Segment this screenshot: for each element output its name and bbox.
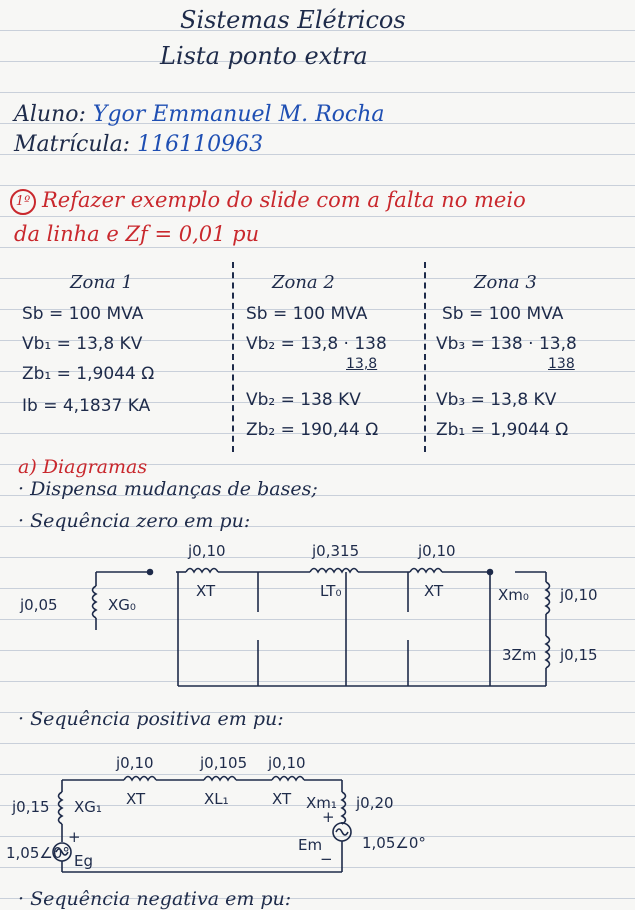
- pos-xt2-label: XT: [272, 790, 292, 808]
- pos-xt1-value: j0,10: [116, 754, 154, 772]
- zero-xt1-label: XT: [196, 582, 216, 600]
- aluno-label: Aluno:: [14, 102, 86, 127]
- pos-xm-value: j0,20: [356, 794, 394, 812]
- pos-xg-label: XG₁: [74, 798, 102, 816]
- zero-zn-value: j0,15: [560, 646, 598, 664]
- pos-lt-value: j0,105: [200, 754, 248, 772]
- pos-xt1-label: XT: [126, 790, 146, 808]
- zone3-vb-expr: Vb₃ = 138 · 13,8: [436, 334, 577, 354]
- bullet-seq-zero: · Sequência zero em pu:: [18, 510, 251, 532]
- aluno-name: Ygor Emmanuel M. Rocha: [92, 102, 385, 127]
- pos-xt2-value: j0,10: [268, 754, 306, 772]
- zone2-title: Zona 2: [272, 272, 335, 293]
- zone3-vb-frac: 138: [548, 356, 575, 372]
- zone2-vb-expr: Vb₂ = 13,8 · 138: [246, 334, 387, 354]
- pos-em-value: 1,05∠0°: [362, 834, 426, 852]
- bullet-dispensa: · Dispensa mudanças de bases;: [18, 478, 318, 500]
- zone1-title: Zona 1: [70, 272, 133, 293]
- zone1-ib: Ib = 4,1837 KA: [22, 396, 151, 416]
- zone3-vb: Vb₃ = 13,8 KV: [436, 390, 557, 410]
- bullet-seq-negativa: · Sequência negativa em pu:: [18, 888, 292, 910]
- bullet-seq-positiva: · Sequência positiva em pu:: [18, 708, 284, 730]
- title-line-1: Sistemas Elétricos: [180, 6, 406, 34]
- pos-lt-label: XL₁: [204, 790, 229, 808]
- zone2-vb: Vb₂ = 138 KV: [246, 390, 361, 410]
- zone2-zb: Zb₂ = 190,44 Ω: [246, 420, 379, 440]
- pos-eg-value: 1,05∠0°: [6, 844, 70, 862]
- zero-xg-value: j0,05: [20, 596, 58, 614]
- zero-xt2-value: j0,10: [418, 542, 456, 560]
- zone3-title: Zona 3: [474, 272, 537, 293]
- title-line-2: Lista ponto extra: [160, 42, 368, 70]
- pos-eg-plus: +: [68, 828, 81, 846]
- zero-lt-value: j0,315: [312, 542, 360, 560]
- pos-eg-label: Eg: [74, 852, 93, 870]
- zone1-zb: Zb₁ = 1,9044 Ω: [22, 364, 155, 384]
- question-number: 1º: [10, 189, 36, 215]
- zero-xm-label: Xm₀: [498, 586, 529, 604]
- pos-xg-value: j0,15: [12, 798, 50, 816]
- pos-em-minus: −: [320, 850, 333, 868]
- zone2-vb-frac: 13,8: [346, 356, 378, 372]
- zero-xt2-label: XT: [424, 582, 444, 600]
- pos-em-plus: +: [322, 808, 335, 826]
- zero-lt-label: LT₀: [320, 582, 342, 600]
- zone3-zb: Zb₁ = 1,9044 Ω: [436, 420, 569, 440]
- question-line-2: da linha e Zf = 0,01 pu: [14, 222, 260, 246]
- zone1-sb: Sb = 100 MVA: [22, 304, 144, 324]
- zero-xt1-value: j0,10: [188, 542, 226, 560]
- pos-em-label: Em: [298, 836, 323, 854]
- question-text-1: Refazer exemplo do slide com a falta no meio: [42, 188, 526, 212]
- zero-zn-label: 3Zm: [502, 646, 537, 664]
- zero-xg-label: XG₀: [108, 596, 136, 614]
- matricula-value: 116110963: [137, 132, 264, 157]
- zero-xm-value: j0,10: [560, 586, 598, 604]
- zone3-sb: Sb = 100 MVA: [442, 304, 564, 324]
- zone1-vb: Vb₁ = 13,8 KV: [22, 334, 143, 354]
- matricula-label: Matrícula:: [14, 132, 131, 157]
- pos-xm-label: Xm₁: [306, 794, 337, 812]
- zone2-sb: Sb = 100 MVA: [246, 304, 368, 324]
- section-a-title: a) Diagramas: [18, 456, 148, 478]
